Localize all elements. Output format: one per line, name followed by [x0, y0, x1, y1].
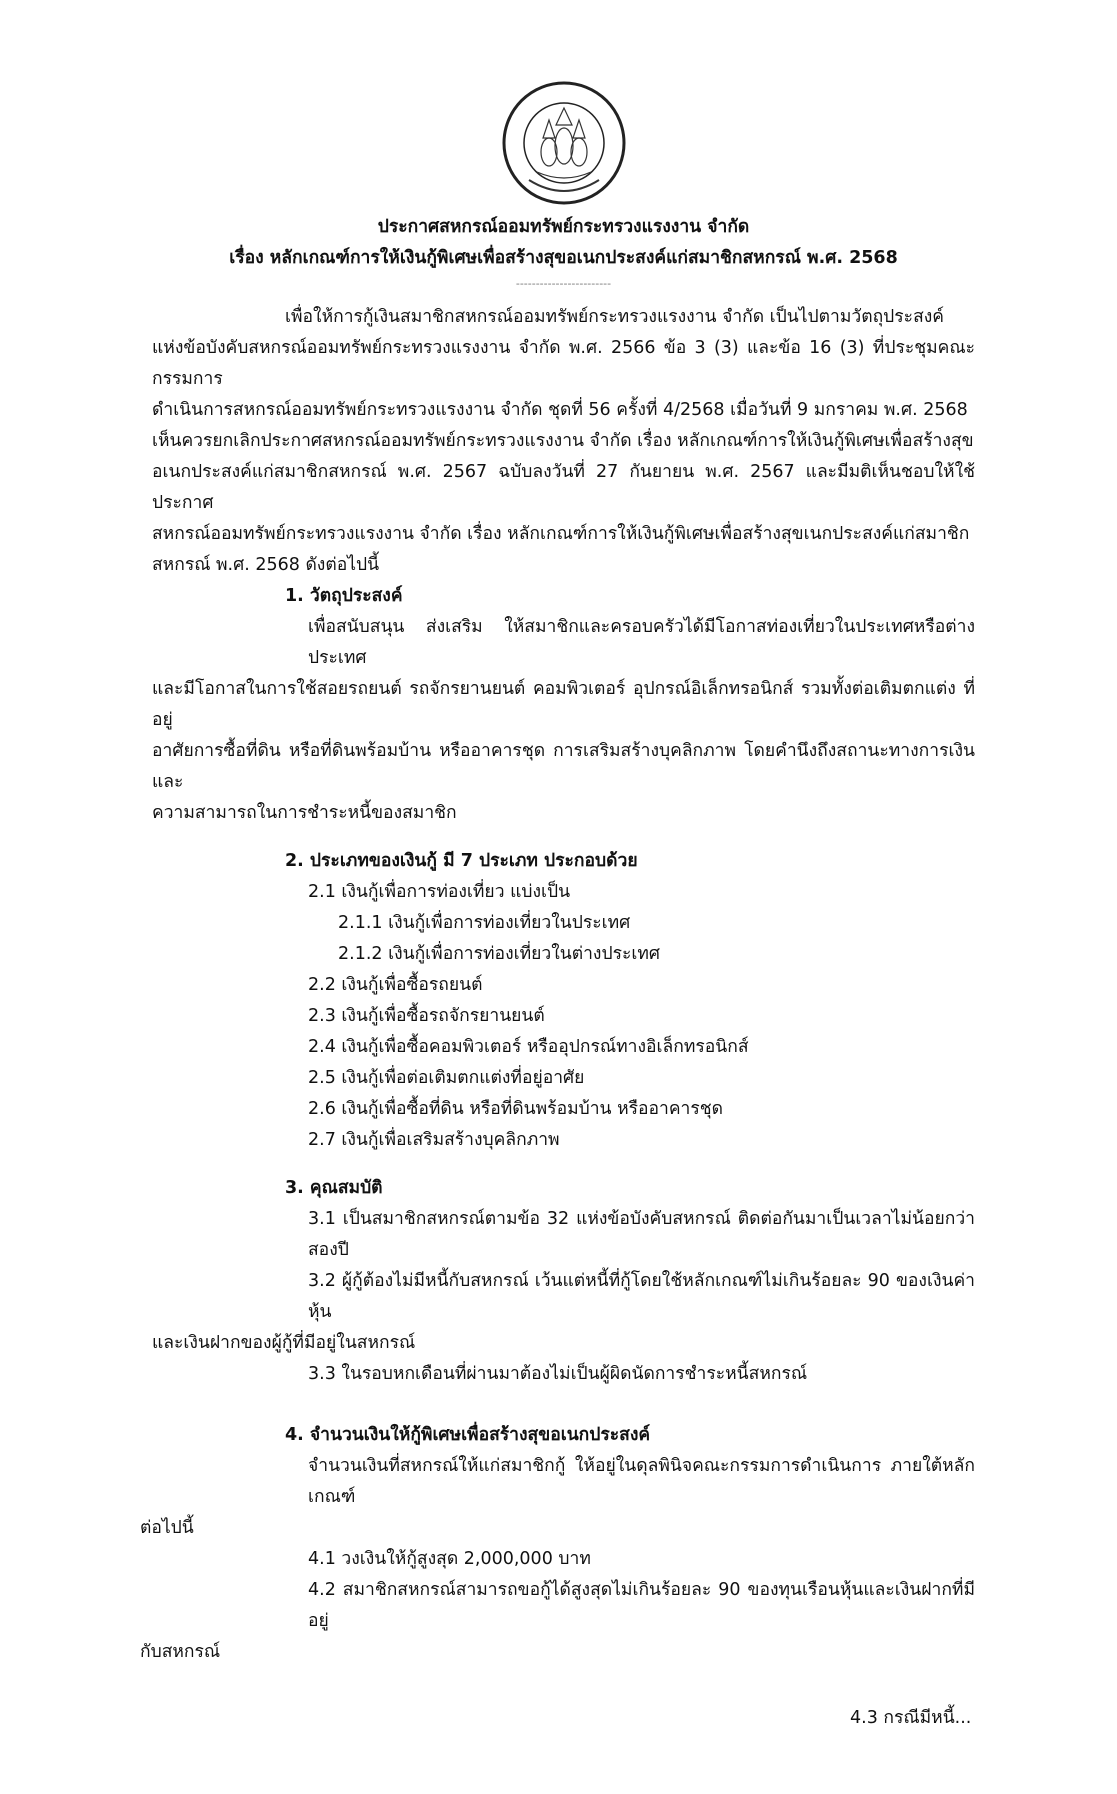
cooperative-seal-logo	[501, 80, 627, 206]
section-3-line: และเงินฝากของผู้กู้ที่มีอยู่ในสหกรณ์	[152, 1333, 416, 1353]
spacer	[152, 1390, 975, 1420]
loan-type-item: 2.1 เงินกู้เพื่อการท่องเที่ยว แบ่งเป็น	[308, 882, 571, 902]
loan-type-subitem: 2.1.1 เงินกู้เพื่อการท่องเที่ยวในประเทศ	[338, 913, 631, 933]
page-continuation: 4.3 กรณีมีหนี้...	[850, 1708, 972, 1728]
announcement-title: ประกาศสหกรณ์ออมทรัพย์กระทรวงแรงงาน จำกัด	[377, 217, 750, 237]
loan-type-item: 2.5 เงินกู้เพื่อต่อเติมตกแต่งที่อยู่อาศัย	[308, 1068, 585, 1088]
seal-container	[152, 80, 975, 212]
loan-type-item: 2.7 เงินกู้เพื่อเสริมสร้างบุคลิกภาพ	[308, 1130, 560, 1150]
loan-type-subitem: 2.1.2 เงินกู้เพื่อการท่องเที่ยวในต่างประเทศ	[338, 944, 660, 964]
section-1-line: อาศัยการซื้อที่ดิน หรือที่ดินพร้อมบ้าน หรืออาคารชุด การเสริมสร้างบุคลิกภาพ โดยคำนึงถึงสถานะทางการเงินและ	[152, 741, 975, 792]
preamble-line: อเนกประสงค์แก่สมาชิกสหกรณ์ พ.ศ. 2567 ฉบับลงวันที่ 27 กันยายน พ.ศ. 2567 และมีมติเห็นชอบให้ใช้ประกาศ	[152, 462, 975, 513]
section-2-heading: 2. ประเภทของเงินกู้ มี 7 ประเภท ประกอบด้วย	[285, 851, 638, 871]
loan-type-item: 2.2 เงินกู้เพื่อซื้อรถยนต์	[308, 975, 483, 995]
section-1-line: เพื่อสนับสนุน ส่งเสริม ให้สมาชิกและครอบครัวได้มีโอกาสท่องเที่ยวในประเทศหรือต่างประเทศ	[308, 617, 975, 668]
preamble-line: ดำเนินการสหกรณ์ออมทรัพย์กระทรวงแรงงาน จำกัด ชุดที่ 56 ครั้งที่ 4/2568 เมื่อวันที่ 9 มกราคม พ.ศ. 2568	[152, 400, 968, 420]
section-3-line: 3.2 ผู้กู้ต้องไม่มีหนี้กับสหกรณ์ เว้นแต่หนี้ที่กู้โดยใช้หลักเกณฑ์ไม่เกินร้อยละ 90 ของเงินค่าหุ้น	[308, 1271, 975, 1322]
preamble-line: เห็นควรยกเลิกประกาศสหกรณ์ออมทรัพย์กระทรวงแรงงาน จำกัด เรื่อง หลักเกณฑ์การให้เงินกู้พิเศษเพื่อสร้างสุข	[152, 431, 974, 451]
preamble-line: เพื่อให้การกู้เงินสมาชิกสหกรณ์ออมทรัพย์กระทรวงแรงงาน จำกัด เป็นไปตามวัตถุประสงค์	[285, 307, 945, 327]
announcement-subject: เรื่อง หลักเกณฑ์การให้เงินกู้พิเศษเพื่อสร้างสุขอเนกประสงค์แก่สมาชิกสหกรณ์ พ.ศ. 2568	[229, 248, 898, 268]
section-1-heading: 1. วัตถุประสงค์	[285, 586, 403, 606]
section-1-line: และมีโอกาสในการใช้สอยรถยนต์ รถจักรยานยนต์ คอมพิวเตอร์ อุปกรณ์อิเล็กทรอนิกส์ รวมทั้งต่อเติมตกแต่ง ที่อยู่	[152, 679, 975, 730]
loan-type-item: 2.3 เงินกู้เพื่อซื้อรถจักรยานยนต์	[308, 1006, 545, 1026]
section-4-line: 4.2 สมาชิกสหกรณ์สามารถขอกู้ได้สูงสุดไม่เกินร้อยละ 90 ของทุนเรือนหุ้นและเงินฝากที่มีอยู่	[308, 1580, 975, 1631]
title-divider: ------------------------	[515, 277, 612, 290]
loan-type-item: 2.6 เงินกู้เพื่อซื้อที่ดิน หรือที่ดินพร้อมบ้าน หรืออาคารชุด	[308, 1099, 724, 1119]
spacer	[152, 829, 975, 846]
section-3-line: 3.1 เป็นสมาชิกสหกรณ์ตามข้อ 32 แห่งข้อบังคับสหกรณ์ ติดต่อกันมาเป็นเวลาไม่น้อยกว่าสองปี	[308, 1209, 975, 1260]
loan-type-item: 2.4 เงินกู้เพื่อซื้อคอมพิวเตอร์ หรืออุปกรณ์ทางอิเล็กทรอนิกส์	[308, 1037, 749, 1057]
preamble-line: สหกรณ์ พ.ศ. 2568 ดังต่อไปนี้	[152, 555, 380, 575]
section-3-heading: 3. คุณสมบัติ	[285, 1178, 383, 1198]
section-4-line: ต่อไปนี้	[140, 1518, 194, 1538]
preamble-line: สหกรณ์ออมทรัพย์กระทรวงแรงงาน จำกัด เรื่อง หลักเกณฑ์การให้เงินกู้พิเศษเพื่อสร้างสุขเนกประสงค์แก่สมาชิก	[152, 524, 970, 544]
section-1-line: ความสามารถในการชำระหนี้ของสมาชิก	[152, 803, 457, 823]
section-4-heading: 4. จำนวนเงินให้กู้พิเศษเพื่อสร้างสุขอเนกประสงค์	[285, 1425, 651, 1445]
preamble-line: แห่งข้อบังคับสหกรณ์ออมทรัพย์กระทรวงแรงงาน จำกัด พ.ศ. 2566 ข้อ 3 (3) และข้อ 16 (3) ที่ประชุมคณะกรรมการ	[152, 338, 975, 389]
section-4-line: 4.1 วงเงินให้กู้สูงสุด 2,000,000 บาท	[308, 1549, 591, 1569]
spacer	[152, 1156, 975, 1173]
section-4-line: จำนวนเงินที่สหกรณ์ให้แก่สมาชิกกู้ ให้อยู่ในดุลพินิจคณะกรรมการดำเนินการ ภายใต้หลักเกณฑ์	[308, 1456, 975, 1507]
section-3-line: 3.3 ในรอบหกเดือนที่ผ่านมาต้องไม่เป็นผู้ผิดนัดการชำระหนี้สหกรณ์	[308, 1364, 808, 1384]
section-4-line: กับสหกรณ์	[140, 1642, 221, 1662]
